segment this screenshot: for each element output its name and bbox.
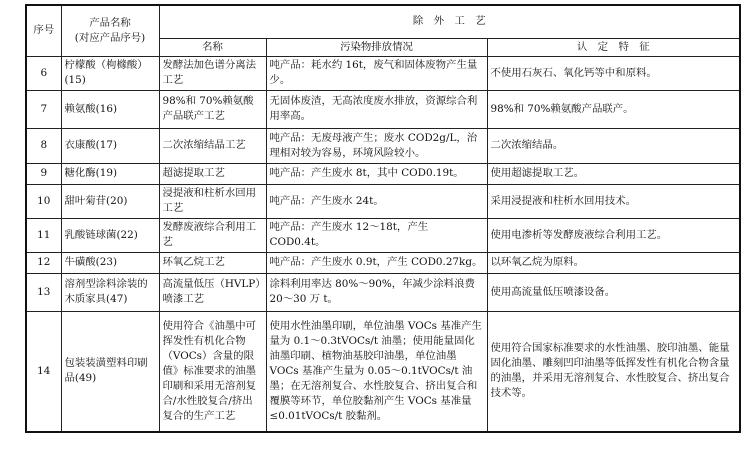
row-seq: 13 <box>26 273 61 311</box>
table-row <box>26 56 740 90</box>
row-pollution: 涂料利用率达 80%～90%，年减少涂料浪费 20～30 万 t。 <box>266 273 487 311</box>
row-feature: 不使用石灰石、氧化钙等中和原料。 <box>487 56 740 90</box>
row-feature: 以环氧乙烷为原料。 <box>487 252 740 273</box>
row-process-name: 浸提液和柱析水回用工艺 <box>159 184 266 218</box>
row-pollution: 无固体废渣，无高浓度废水排放，资源综合利用率高。 <box>266 90 487 128</box>
row-pollution: 吨产品：耗水约 16t，废气和固体废物产生量少。 <box>266 56 487 90</box>
row-product: 甜叶菊苷(20) <box>61 184 159 218</box>
row-seq: 9 <box>26 163 61 184</box>
row-seq: 11 <box>26 218 61 252</box>
row-feature: 使用高流量低压喷漆设备。 <box>487 273 740 311</box>
row-process-name: 发酵废液综合利用工艺 <box>159 218 266 252</box>
row-seq: 14 <box>26 311 61 432</box>
row-product: 衣康酸(17) <box>61 128 159 163</box>
row-seq: 7 <box>26 90 61 128</box>
row-process-name: 环氧乙烷工艺 <box>159 252 266 273</box>
row-process-name: 使用符合《油墨中可挥发性有机化合物（VOCs）含量的限值》标准要求的油墨印刷和采用无溶剂复合/水性胶复合/挤出复合的生产工艺 <box>159 311 266 432</box>
row-seq: 8 <box>26 128 61 163</box>
row-product: 包装装潢塑料印刷品(49) <box>61 311 159 432</box>
row-feature: 98%和 70%赖氨酸产品联产。 <box>487 90 740 128</box>
table-row <box>26 273 740 311</box>
exemption-table <box>25 4 741 433</box>
row-seq: 12 <box>26 252 61 273</box>
header-product-name: 产品名称 (对应产品序号) <box>61 5 159 56</box>
row-pollution: 吨产品：无废母液产生；废水 COD2g/L，治理相对较为容易，环境风险较小。 <box>266 128 487 163</box>
row-process-name: 98%和 70%赖氨酸产品联产工艺 <box>159 90 266 128</box>
row-pollution: 吨产品：产生废水 24t。 <box>266 184 487 218</box>
table-row <box>26 90 740 128</box>
row-feature: 二次浓缩结晶。 <box>487 128 740 163</box>
row-product: 乳酸链球菌(22) <box>61 218 159 252</box>
row-pollution: 吨产品：产生废水 8t，其中 COD0.19t。 <box>266 163 487 184</box>
row-feature: 使用超滤提取工艺。 <box>487 163 740 184</box>
row-product: 牛磺酸(23) <box>61 252 159 273</box>
row-pollution: 吨产品：产生废水 12～18t，产生 COD0.4t。 <box>266 218 487 252</box>
row-process-name: 超滤提取工艺 <box>159 163 266 184</box>
header-feature: 认 定 特 征 <box>487 38 740 56</box>
row-feature: 使用电渗析等发酵废液综合利用工艺。 <box>487 218 740 252</box>
table-row <box>26 128 740 163</box>
table-row <box>26 252 740 273</box>
row-seq: 6 <box>26 56 61 90</box>
row-feature: 使用符合国家标准要求的水性油墨、胶印油墨、能量固化油墨、雕刻凹印油墨等低挥发性有机化合物含量的油墨，并采用无溶剂复合、水性胶复合、挤出复合技术等。 <box>487 311 740 432</box>
header-name: 名称 <box>159 38 266 56</box>
table-row <box>26 218 740 252</box>
table-row <box>26 163 740 184</box>
row-process-name: 发酵法加色谱分离法工艺 <box>159 56 266 90</box>
row-product: 溶剂型涂料涂装的木质家具(47) <box>61 273 159 311</box>
table-row <box>26 184 740 218</box>
row-pollution: 使用水性油墨印刷，单位油墨 VOCs 基准产生量为 0.1～0.3tVOCs/t 油墨；使用能量固化油墨印刷、植物油基胶印油墨，单位油墨 VOCs 基准产生量为 0.05～0.1tVOCs/t 油墨；在无溶剂复合、水性胶复合、挤出复合和覆膜等环节，单位胶黏剂产生 VOCs 基准量≤0.01tVOCs/t 胶黏剂。 <box>266 311 487 432</box>
row-product: 柠檬酸（枸橼酸）(15) <box>61 56 159 90</box>
row-product: 赖氨酸(16) <box>61 90 159 128</box>
row-feature: 采用浸提液和柱析水回用技术。 <box>487 184 740 218</box>
row-pollution: 吨产品：产生废水 0.9t，产生 COD0.27kg。 <box>266 252 487 273</box>
row-product: 糖化酶(19) <box>61 163 159 184</box>
row-process-name: 二次浓缩结晶工艺 <box>159 128 266 163</box>
header-exempt-process: 除 外 工 艺 <box>159 5 740 38</box>
row-seq: 10 <box>26 184 61 218</box>
row-process-name: 高流量低压（HVLP）喷漆工艺 <box>159 273 266 311</box>
header-seq: 序号 <box>26 5 61 56</box>
table-row <box>26 311 740 432</box>
header-pollution: 污染物排放情况 <box>266 38 487 56</box>
